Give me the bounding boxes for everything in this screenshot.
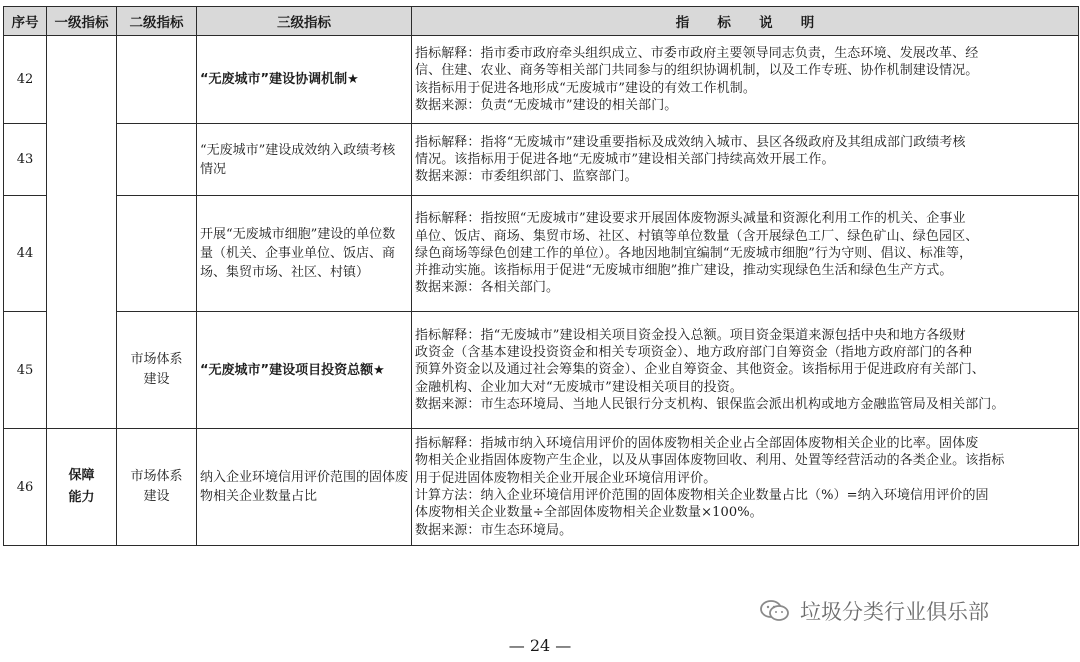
header-level2: 二级指标 [117, 7, 197, 36]
description-line: 数据来源：市生态环境局、当地人民银行分支机构、银保监会派出机构或地方金融监管局及相关部门。 [415, 396, 1005, 412]
table-row [4, 312, 1079, 429]
level3-indicator: “无废城市”建设项目投资总额★ [197, 312, 412, 429]
table-row [4, 124, 1079, 196]
description-line: 信、住建、农业、商务等相关部门共同参与的组织协调机制，以及工作专班、协作机制建设情况。 [415, 63, 979, 79]
page-number: — 24 — [508, 636, 572, 655]
level1-indicator [47, 429, 117, 546]
description-line: 数据来源：各相关部门。 [415, 280, 560, 296]
description-line: 该指标用于促进各地形成“无废城市”建设的有效工作机制。 [415, 80, 756, 96]
wechat-watermark [760, 596, 989, 626]
header-desc: 指 标 说 明 [412, 7, 1079, 36]
watermark-text: 垃圾分类行业俱乐部 [800, 600, 989, 624]
description-line: 绿色商场等绿色创建工作的单位）。各地因地制宜编制“无废城市细胞”行为守则、倡议、标准等， [415, 245, 973, 261]
level1-cell-empty [47, 36, 117, 429]
description-line: 预算外资金以及通过社会筹集的资金）、企业自筹资金、其他资金。该指标用于促进政府有关部门、 [415, 362, 985, 378]
level1-label: 保障能力 [68, 468, 95, 505]
level2-label: 市场体系建设 [130, 352, 183, 387]
indicator-table [3, 6, 1079, 546]
row-number: 45 [4, 312, 47, 429]
level2-label: 市场体系建设 [130, 469, 183, 504]
table-row [4, 196, 1079, 312]
description-line: 指标解释：指“无废城市”建设相关项目资金投入总额。项目资金渠道来源包括中央和地方各级财 [415, 327, 966, 343]
table-row [4, 36, 1079, 124]
description-line: 政资金（含基本建设投资资金和相关专项资金）、地方政府部门自筹资金（指地方政府部门的各种 [415, 345, 972, 361]
wechat-icon [760, 599, 790, 623]
description-line: 指标解释：指将“无废城市”建设重要指标及成效纳入城市、县区各级政府及其组成部门政绩考核 [415, 134, 966, 150]
description-line: 情况。该指标用于促进各地“无废城市”建设相关部门持续高效开展工作。 [415, 151, 835, 167]
header-level3: 三级指标 [197, 7, 412, 36]
indicator-description [412, 312, 1079, 429]
header-seq: 序号 [4, 7, 47, 36]
description-line: 指标解释：指城市纳入环境信用评价的固体废物相关企业占全部固体废物相关企业的比率。固体废 [415, 436, 979, 452]
table-row [4, 429, 1079, 546]
row-number: 44 [4, 196, 47, 312]
description-line: 并推动实施。该指标用于促进“无废城市细胞”推广建设，推动实现绿色生活和绿色生产方式。 [415, 263, 953, 279]
description-line: 用于促进固体废物相关企业开展企业环境信用评价。 [415, 470, 717, 486]
description-line: 数据来源：市生态环境局。 [415, 522, 573, 538]
description-line: 计算方法：纳入企业环境信用评价范围的固体废物相关企业数量占比（%）=纳入环境信用评价的固 [415, 488, 989, 503]
level2-cell-empty [117, 196, 197, 312]
level3-indicator: “无废城市”建设成效纳入政绩考核情况 [197, 124, 412, 196]
indicator-description [412, 36, 1079, 124]
indicator-description [412, 429, 1079, 546]
description-line: 单位、饭店、商场、集贸市场、社区、村镇等单位数量（含开展绿色工厂、绿色矿山、绿色园区、 [415, 228, 979, 244]
level2-cell-empty [117, 124, 197, 196]
level2-indicator [117, 312, 197, 429]
header-level1: 一级指标 [47, 7, 117, 36]
row-number: 43 [4, 124, 47, 196]
level3-indicator: “无废城市”建设协调机制★ [197, 36, 412, 124]
row-number: 46 [4, 429, 47, 546]
description-line: 物相关企业指固体废物产生企业，以及从事固体废物回收、利用、处置等经营活动的各类企业。该指标 [415, 453, 1005, 469]
description-line: 指标解释：指市委市政府牵头组织成立、市委市政府主要领导同志负责，生态环境、发展改革、经 [415, 45, 979, 61]
description-line: 数据来源：负责“无废城市”建设的相关部门。 [415, 97, 678, 113]
level3-indicator: 开展“无废城市细胞”建设的单位数量（机关、企事业单位、饭店、商场、集贸市场、社区、村镇） [197, 196, 412, 312]
description-line: 指标解释：指按照“无废城市”建设要求开展固体废物源头减量和资源化利用工作的机关、企事业 [415, 211, 966, 227]
description-line: 金融机构、企业加大对“无废城市”建设相关项目的投资。 [415, 379, 743, 395]
description-line: 体废物相关企业数量÷全部固体废物相关企业数量×100%。 [415, 505, 763, 521]
row-number: 42 [4, 36, 47, 124]
indicator-description [412, 124, 1079, 196]
description-line: 数据来源：市委组织部门、监察部门。 [415, 169, 638, 185]
table-header-row [4, 7, 1079, 36]
level2-cell-empty [117, 36, 197, 124]
level2-indicator [117, 429, 197, 546]
indicator-description [412, 196, 1079, 312]
level3-indicator: 纳入企业环境信用评价范围的固体废物相关企业数量占比 [197, 429, 412, 546]
